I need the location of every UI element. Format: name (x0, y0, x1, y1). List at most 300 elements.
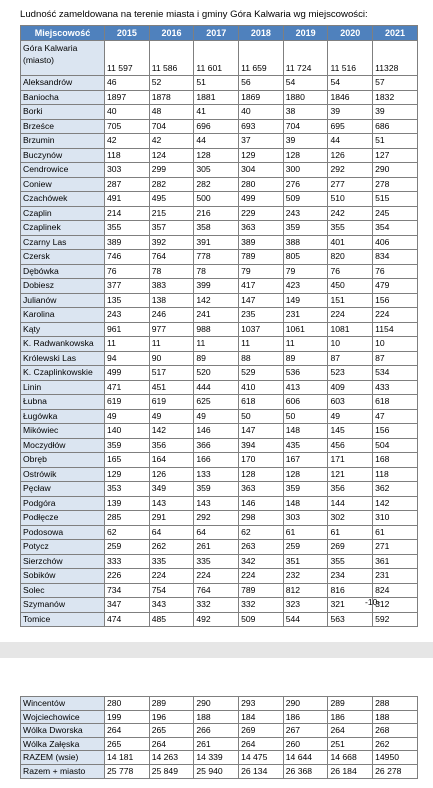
value-cell: 391 (194, 235, 239, 250)
column-header-year: 2018 (239, 26, 284, 41)
value-cell: 433 (373, 380, 418, 395)
value-cell: 435 (283, 438, 328, 453)
value-cell: 224 (194, 569, 239, 584)
table-row (21, 134, 418, 149)
value-cell: 269 (239, 724, 284, 738)
locality-name-cell: Cendrowice (21, 163, 105, 178)
value-cell: 413 (283, 380, 328, 395)
value-cell: 41 (194, 105, 239, 120)
value-cell: 335 (194, 554, 239, 569)
value-cell: 362 (373, 482, 418, 497)
value-cell: 474 (105, 612, 150, 627)
table-row (21, 163, 418, 178)
value-cell: 988 (194, 322, 239, 337)
value-cell: 54 (283, 76, 328, 91)
value-cell: 277 (328, 177, 373, 192)
table-row (21, 540, 418, 555)
value-cell: 704 (149, 119, 194, 134)
value-cell: 280 (105, 697, 150, 711)
value-cell: 303 (283, 511, 328, 526)
value-cell: 342 (239, 554, 284, 569)
value-cell: 323 (283, 598, 328, 613)
population-table-continued (20, 696, 418, 779)
locality-name-cell: Potycz (21, 540, 105, 555)
value-cell: 353 (105, 482, 150, 497)
table-row (21, 554, 418, 569)
value-cell: 11 597 (105, 41, 150, 76)
table-row (21, 438, 418, 453)
value-cell: 357 (149, 221, 194, 236)
value-cell: 312 (373, 598, 418, 613)
value-cell: 44 (328, 134, 373, 149)
value-cell: 234 (328, 569, 373, 584)
column-header-year: 2015 (105, 26, 150, 41)
value-cell: 491 (105, 192, 150, 207)
value-cell: 78 (194, 264, 239, 279)
table-row (21, 697, 418, 711)
value-cell: 11 (194, 337, 239, 352)
value-cell: 51 (373, 134, 418, 149)
locality-name-cell: Ługówka (21, 409, 105, 424)
value-cell: 606 (283, 395, 328, 410)
value-cell: 38 (283, 105, 328, 120)
value-cell: 492 (194, 612, 239, 627)
value-cell: 145 (328, 424, 373, 439)
value-cell: 363 (239, 482, 284, 497)
value-cell: 618 (373, 395, 418, 410)
value-cell: 241 (194, 308, 239, 323)
value-cell: 224 (373, 308, 418, 323)
value-cell: 37 (239, 134, 284, 149)
table-row (21, 612, 418, 627)
locality-name-cell: Królewski Las (21, 351, 105, 366)
value-cell: 696 (194, 119, 239, 134)
value-cell: 147 (239, 424, 284, 439)
locality-name-cell: K. Radwankowska (21, 337, 105, 352)
value-cell: 417 (239, 279, 284, 294)
value-cell: 321 (328, 598, 373, 613)
value-cell: 509 (239, 612, 284, 627)
value-cell: 824 (373, 583, 418, 598)
value-cell: 50 (239, 409, 284, 424)
value-cell: 88 (239, 351, 284, 366)
value-cell: 188 (194, 710, 239, 724)
table-row (21, 482, 418, 497)
value-cell: 625 (194, 395, 239, 410)
table-row (21, 511, 418, 526)
value-cell: 1037 (239, 322, 284, 337)
locality-name-cell: Czarny Las (21, 235, 105, 250)
table-row (21, 366, 418, 381)
value-cell: 215 (149, 206, 194, 221)
value-cell: 10 (373, 337, 418, 352)
table-row (21, 424, 418, 439)
table-row (21, 105, 418, 120)
value-cell: 444 (194, 380, 239, 395)
value-cell: 39 (373, 105, 418, 120)
table-row (21, 569, 418, 584)
value-cell: 56 (239, 76, 284, 91)
value-cell: 166 (194, 453, 239, 468)
value-cell: 302 (328, 511, 373, 526)
value-cell: 276 (283, 177, 328, 192)
value-cell: 399 (194, 279, 239, 294)
value-cell: 62 (105, 525, 150, 540)
value-cell: 264 (239, 737, 284, 751)
locality-name-cell: Pęcław (21, 482, 105, 497)
value-cell: 265 (105, 737, 150, 751)
value-cell: 333 (105, 554, 150, 569)
column-header-locality: Miejscowość (21, 26, 105, 41)
table-row (21, 583, 418, 598)
value-cell: 262 (149, 540, 194, 555)
value-cell: 144 (328, 496, 373, 511)
value-cell: 259 (105, 540, 150, 555)
locality-name-cell (21, 41, 105, 76)
value-cell: 14 644 (283, 751, 328, 765)
value-cell: 186 (283, 710, 328, 724)
value-cell: 355 (328, 221, 373, 236)
value-cell: 127 (373, 148, 418, 163)
value-cell: 14950 (373, 751, 418, 765)
locality-name-cell: Tomice (21, 612, 105, 627)
table-row (21, 496, 418, 511)
value-cell: 603 (328, 395, 373, 410)
value-cell: 14 668 (328, 751, 373, 765)
locality-name-cell: Wólka Załęska (21, 737, 105, 751)
value-cell: 61 (328, 525, 373, 540)
value-cell: 229 (239, 206, 284, 221)
locality-name-cell: Solec (21, 583, 105, 598)
value-cell: 269 (328, 540, 373, 555)
value-cell: 693 (239, 119, 284, 134)
value-cell: 25 940 (194, 764, 239, 778)
value-cell: 820 (328, 250, 373, 265)
value-cell: 1061 (283, 322, 328, 337)
value-cell: 57 (373, 76, 418, 91)
value-cell: 89 (194, 351, 239, 366)
value-cell: 388 (283, 235, 328, 250)
value-cell: 40 (239, 105, 284, 120)
value-cell: 456 (328, 438, 373, 453)
value-cell: 389 (239, 235, 284, 250)
locality-name-cell: Czachówek (21, 192, 105, 207)
value-cell: 87 (373, 351, 418, 366)
value-cell: 267 (283, 724, 328, 738)
page-number: -10- (365, 597, 381, 607)
value-cell: 62 (239, 525, 284, 540)
value-cell: 618 (239, 395, 284, 410)
value-cell: 359 (283, 221, 328, 236)
table-row (21, 525, 418, 540)
value-cell: 143 (149, 496, 194, 511)
value-cell: 299 (149, 163, 194, 178)
value-cell: 1832 (373, 90, 418, 105)
value-cell: 356 (149, 438, 194, 453)
value-cell: 261 (194, 540, 239, 555)
locality-name-cell: Podosowa (21, 525, 105, 540)
value-cell: 26 184 (328, 764, 373, 778)
value-cell: 816 (328, 583, 373, 598)
table-row (21, 308, 418, 323)
value-cell: 138 (149, 293, 194, 308)
value-cell: 1881 (194, 90, 239, 105)
value-cell: 143 (194, 496, 239, 511)
value-cell: 304 (239, 163, 284, 178)
value-cell: 260 (283, 737, 328, 751)
value-cell: 401 (328, 235, 373, 250)
document-page-11 (0, 658, 433, 788)
value-cell: 14 475 (239, 751, 284, 765)
value-cell: 25 849 (149, 764, 194, 778)
table-row (21, 467, 418, 482)
value-cell: 167 (283, 453, 328, 468)
value-cell: 133 (194, 467, 239, 482)
value-cell: 264 (328, 724, 373, 738)
value-cell: 332 (194, 598, 239, 613)
table-row (21, 710, 418, 724)
value-cell: 377 (105, 279, 150, 294)
value-cell: 450 (328, 279, 373, 294)
value-cell: 359 (105, 438, 150, 453)
value-cell: 126 (328, 148, 373, 163)
locality-name-cell: Sierzchów (21, 554, 105, 569)
value-cell: 592 (373, 612, 418, 627)
value-cell: 495 (149, 192, 194, 207)
locality-name-cell: RAZEM (wsie) (21, 751, 105, 765)
value-cell: 499 (239, 192, 284, 207)
value-cell: 285 (105, 511, 150, 526)
value-cell: 25 778 (105, 764, 150, 778)
table-row (21, 90, 418, 105)
value-cell: 363 (239, 221, 284, 236)
value-cell: 515 (373, 192, 418, 207)
table-row (21, 192, 418, 207)
value-cell: 246 (149, 308, 194, 323)
locality-name-cell: Szymanów (21, 598, 105, 613)
table-row-town (21, 41, 418, 76)
locality-name-cell: Julianów (21, 293, 105, 308)
value-cell: 51 (194, 76, 239, 91)
value-cell: 288 (373, 697, 418, 711)
locality-name-cell: Mikówiec (21, 424, 105, 439)
value-cell: 789 (239, 583, 284, 598)
value-cell: 961 (105, 322, 150, 337)
value-cell: 64 (149, 525, 194, 540)
value-cell: 523 (328, 366, 373, 381)
value-cell: 359 (283, 482, 328, 497)
value-cell: 135 (105, 293, 150, 308)
value-cell: 124 (149, 148, 194, 163)
value-cell: 389 (105, 235, 150, 250)
value-cell: 520 (194, 366, 239, 381)
value-cell: 303 (105, 163, 150, 178)
value-cell: 142 (373, 496, 418, 511)
value-cell: 26 368 (283, 764, 328, 778)
value-cell: 409 (328, 380, 373, 395)
value-cell: 129 (239, 148, 284, 163)
value-cell: 10 (328, 337, 373, 352)
table-row (21, 409, 418, 424)
locality-name-cell: Łubna (21, 395, 105, 410)
value-cell: 268 (373, 724, 418, 738)
value-cell: 298 (239, 511, 284, 526)
value-cell: 282 (194, 177, 239, 192)
value-cell: 226 (105, 569, 150, 584)
value-cell: 50 (283, 409, 328, 424)
value-cell: 140 (105, 424, 150, 439)
locality-name-cell: Kąty (21, 322, 105, 337)
value-cell: 695 (328, 119, 373, 134)
value-cell: 14 181 (105, 751, 150, 765)
value-cell: 128 (194, 148, 239, 163)
value-cell: 49 (328, 409, 373, 424)
value-cell: 142 (194, 293, 239, 308)
value-cell: 332 (239, 598, 284, 613)
value-cell: 1878 (149, 90, 194, 105)
table-row (21, 279, 418, 294)
value-cell: 509 (283, 192, 328, 207)
column-header-year: 2016 (149, 26, 194, 41)
locality-name-cell: Wojciechowice (21, 710, 105, 724)
value-cell: 265 (149, 724, 194, 738)
value-cell: 54 (328, 76, 373, 91)
value-cell: 834 (373, 250, 418, 265)
column-header-year: 2020 (328, 26, 373, 41)
value-cell: 261 (194, 737, 239, 751)
locality-name-cell: Brzumin (21, 134, 105, 149)
value-cell: 510 (328, 192, 373, 207)
table-row (21, 264, 418, 279)
value-cell: 289 (149, 697, 194, 711)
value-cell: 11 586 (149, 41, 194, 76)
value-cell: 251 (328, 737, 373, 751)
value-cell: 52 (149, 76, 194, 91)
value-cell: 235 (239, 308, 284, 323)
value-cell: 40 (105, 105, 150, 120)
value-cell: 361 (373, 554, 418, 569)
locality-name-cell: Ostrówik (21, 467, 105, 482)
value-cell: 231 (373, 569, 418, 584)
table-row (21, 235, 418, 250)
population-table (20, 25, 418, 627)
value-cell: 354 (373, 221, 418, 236)
value-cell: 14 339 (194, 751, 239, 765)
value-cell: 199 (105, 710, 150, 724)
value-cell: 39 (283, 134, 328, 149)
value-cell: 278 (373, 177, 418, 192)
value-cell: 89 (283, 351, 328, 366)
value-cell: 351 (283, 554, 328, 569)
value-cell: 705 (105, 119, 150, 134)
value-cell: 242 (328, 206, 373, 221)
value-cell: 64 (194, 525, 239, 540)
value-cell: 534 (373, 366, 418, 381)
value-cell: 451 (149, 380, 194, 395)
value-cell: 349 (149, 482, 194, 497)
value-cell: 259 (283, 540, 328, 555)
locality-name-cell: Aleksandrów (21, 76, 105, 91)
value-cell: 128 (283, 148, 328, 163)
value-cell: 471 (105, 380, 150, 395)
value-cell: 292 (194, 511, 239, 526)
table-row (21, 322, 418, 337)
value-cell: 500 (194, 192, 239, 207)
locality-name-cell: Czersk (21, 250, 105, 265)
value-cell: 156 (373, 424, 418, 439)
page-gap (0, 642, 433, 658)
value-cell: 544 (283, 612, 328, 627)
value-cell: 383 (149, 279, 194, 294)
value-cell: 164 (149, 453, 194, 468)
value-cell: 347 (105, 598, 150, 613)
value-cell: 292 (328, 163, 373, 178)
value-cell: 356 (328, 482, 373, 497)
table-row (21, 351, 418, 366)
value-cell: 290 (373, 163, 418, 178)
value-cell: 146 (194, 424, 239, 439)
value-cell: 1869 (239, 90, 284, 105)
value-cell: 686 (373, 119, 418, 134)
value-cell: 778 (194, 250, 239, 265)
table-caption: Ludność zameldowana na terenie miasta i gminy Góra Kalwaria wg miejscowości: (20, 9, 368, 20)
value-cell: 529 (239, 366, 284, 381)
value-cell: 61 (283, 525, 328, 540)
value-cell: 216 (194, 206, 239, 221)
value-cell: 619 (149, 395, 194, 410)
value-cell: 310 (373, 511, 418, 526)
value-cell: 1897 (105, 90, 150, 105)
value-cell: 789 (239, 250, 284, 265)
value-cell: 129 (105, 467, 150, 482)
value-cell: 305 (194, 163, 239, 178)
value-cell: 139 (105, 496, 150, 511)
table-row (21, 337, 418, 352)
value-cell: 291 (149, 511, 194, 526)
value-cell: 263 (239, 540, 284, 555)
value-cell: 977 (149, 322, 194, 337)
value-cell: 128 (283, 467, 328, 482)
value-cell: 245 (373, 206, 418, 221)
value-cell: 392 (149, 235, 194, 250)
column-header-year: 2021 (373, 26, 418, 41)
value-cell: 76 (105, 264, 150, 279)
value-cell: 76 (373, 264, 418, 279)
value-cell: 355 (105, 221, 150, 236)
value-cell: 619 (105, 395, 150, 410)
value-cell: 171 (328, 453, 373, 468)
locality-name-line: Góra Kalwaria (23, 43, 78, 53)
value-cell: 264 (149, 737, 194, 751)
value-cell: 46 (105, 76, 150, 91)
locality-name-cell: Moczydłów (21, 438, 105, 453)
locality-name-cell: Dębówka (21, 264, 105, 279)
value-cell: 184 (239, 710, 284, 724)
locality-name-cell: Obręb (21, 453, 105, 468)
value-cell: 289 (328, 697, 373, 711)
value-cell: 148 (283, 496, 328, 511)
value-cell: 812 (283, 583, 328, 598)
table-row (21, 395, 418, 410)
value-cell: 121 (328, 467, 373, 482)
value-cell: 47 (373, 409, 418, 424)
value-cell: 224 (149, 569, 194, 584)
value-cell: 11 516 (328, 41, 373, 76)
value-cell: 704 (283, 119, 328, 134)
value-cell: 147 (239, 293, 284, 308)
value-cell: 118 (373, 467, 418, 482)
table-row (21, 724, 418, 738)
